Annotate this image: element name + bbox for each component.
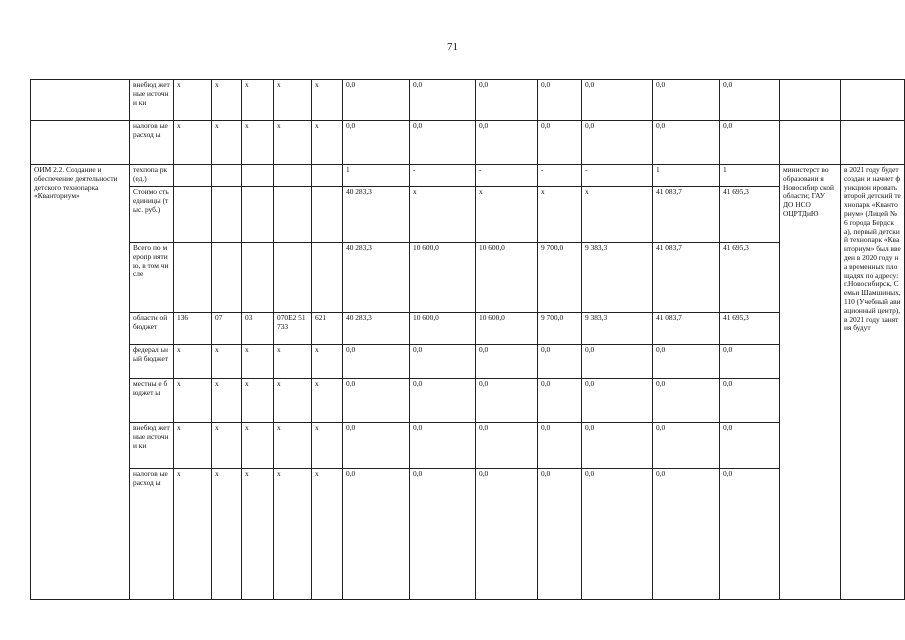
table-row <box>31 313 905 345</box>
value-cell: x <box>476 187 538 243</box>
value-cell: x <box>242 345 274 379</box>
value-cell: x <box>174 469 212 600</box>
value-cell: 40 283,3 <box>343 243 410 313</box>
value-cell <box>274 243 312 313</box>
executor-cell: министерст во образовани я Новосибир ской области; ГАУ ДО НСО ОЦРТДиЮ <box>780 165 841 600</box>
value-cell: 0,0 <box>582 469 653 600</box>
empty-executor-cell <box>780 121 841 165</box>
value-cell: 0,0 <box>582 379 653 423</box>
value-cell: 0,0 <box>582 80 653 121</box>
source-cell: федерал ьный бюджет <box>130 345 174 379</box>
value-cell: 0,0 <box>343 121 410 165</box>
value-cell: 0,0 <box>343 423 410 469</box>
value-cell: 0,0 <box>538 121 582 165</box>
value-cell: x <box>274 80 312 121</box>
value-cell: 0,0 <box>410 423 476 469</box>
value-cell <box>274 187 312 243</box>
value-cell <box>174 187 212 243</box>
value-cell: 41 083,7 <box>653 313 720 345</box>
value-cell <box>274 165 312 187</box>
value-cell: 136 <box>174 313 212 345</box>
empty-result-cell <box>841 80 905 121</box>
value-cell: 10 600,0 <box>476 313 538 345</box>
value-cell: 0,0 <box>720 423 780 469</box>
value-cell: 41 083,7 <box>653 187 720 243</box>
value-cell: 0,0 <box>582 345 653 379</box>
source-cell: внебюд жетные источни ки <box>130 423 174 469</box>
value-cell: 9 700,0 <box>538 313 582 345</box>
value-cell: 0,0 <box>538 345 582 379</box>
value-cell: 0,0 <box>476 469 538 600</box>
value-cell: x <box>312 379 343 423</box>
source-cell: местны е бюджет ы <box>130 379 174 423</box>
value-cell: x <box>274 121 312 165</box>
empty-cell <box>31 121 130 165</box>
value-cell: 0,0 <box>410 345 476 379</box>
source-cell: Стоимо сть единицы (тыс. руб.) <box>130 187 174 243</box>
value-cell: 0,0 <box>410 469 476 600</box>
page-number: 71 <box>447 41 458 53</box>
value-cell: 40 283,3 <box>343 313 410 345</box>
value-cell: 9 700,0 <box>538 243 582 313</box>
value-cell: 40 283,3 <box>343 187 410 243</box>
table-row <box>31 345 905 379</box>
value-cell: - <box>410 165 476 187</box>
value-cell: x <box>212 80 242 121</box>
value-cell: 0,0 <box>720 379 780 423</box>
source-cell: внебюд жетные источни ки <box>130 80 174 121</box>
value-cell: - <box>582 165 653 187</box>
empty-result-cell <box>841 121 905 165</box>
value-cell: 0,0 <box>343 379 410 423</box>
value-cell: x <box>174 121 212 165</box>
value-cell: 41 083,7 <box>653 243 720 313</box>
value-cell: x <box>274 469 312 600</box>
value-cell: x <box>174 423 212 469</box>
source-cell: налогов ые расход ы <box>130 469 174 600</box>
value-cell: x <box>242 80 274 121</box>
table-row <box>31 423 905 469</box>
value-cell: x <box>274 379 312 423</box>
value-cell: x <box>242 121 274 165</box>
value-cell: x <box>312 469 343 600</box>
value-cell: x <box>274 423 312 469</box>
value-cell: 0,0 <box>653 121 720 165</box>
value-cell: x <box>538 187 582 243</box>
value-cell: 9 383,3 <box>582 313 653 345</box>
value-cell: 0,0 <box>476 80 538 121</box>
value-cell: 0,0 <box>343 469 410 600</box>
value-cell: x <box>312 121 343 165</box>
value-cell: 41 695,3 <box>720 313 780 345</box>
source-cell: техпопа рк (ед.) <box>130 165 174 187</box>
value-cell <box>312 187 343 243</box>
value-cell: 0,0 <box>410 379 476 423</box>
value-cell: x <box>312 423 343 469</box>
source-cell: областн ой бюджет <box>130 313 174 345</box>
value-cell: 0,0 <box>653 345 720 379</box>
table-row <box>31 165 905 187</box>
value-cell <box>242 243 274 313</box>
value-cell: 10 600,0 <box>476 243 538 313</box>
value-cell: 0,0 <box>653 80 720 121</box>
table-row <box>31 243 905 313</box>
value-cell: 0,0 <box>653 469 720 600</box>
value-cell: x <box>274 345 312 379</box>
value-cell: 621 <box>312 313 343 345</box>
value-cell: 41 695,3 <box>720 243 780 313</box>
table-row <box>31 469 905 600</box>
value-cell: 0,0 <box>720 121 780 165</box>
value-cell: x <box>174 379 212 423</box>
value-cell: x <box>212 345 242 379</box>
value-cell: x <box>212 379 242 423</box>
value-cell <box>174 243 212 313</box>
value-cell: x <box>174 345 212 379</box>
value-cell: x <box>212 121 242 165</box>
value-cell: 03 <box>242 313 274 345</box>
value-cell: 1 <box>653 165 720 187</box>
table-row <box>31 80 905 121</box>
value-cell: 0,0 <box>653 423 720 469</box>
budget-table <box>30 79 905 600</box>
table-row <box>31 379 905 423</box>
value-cell: 41 695,3 <box>720 187 780 243</box>
value-cell <box>212 187 242 243</box>
value-cell <box>212 243 242 313</box>
oim-label-cell: ОИМ 2.2. Создание и обеспечение деятельности детского технопарка «Кванториум» <box>31 165 130 600</box>
value-cell: 0,0 <box>538 80 582 121</box>
value-cell: x <box>242 379 274 423</box>
value-cell: 0,0 <box>343 80 410 121</box>
value-cell: 9 383,3 <box>582 243 653 313</box>
value-cell: x <box>410 187 476 243</box>
value-cell: 0,0 <box>653 379 720 423</box>
source-cell: Всего по меропр иятию, в том числе <box>130 243 174 313</box>
value-cell: 070Е2 51733 <box>274 313 312 345</box>
table-row <box>31 121 905 165</box>
value-cell: x <box>174 80 212 121</box>
value-cell: 0,0 <box>582 121 653 165</box>
empty-executor-cell <box>780 80 841 121</box>
value-cell: 1 <box>720 165 780 187</box>
value-cell: 0,0 <box>538 423 582 469</box>
value-cell: 0,0 <box>476 379 538 423</box>
value-cell: x <box>242 423 274 469</box>
value-cell: 0,0 <box>476 121 538 165</box>
table-row <box>31 187 905 243</box>
value-cell <box>212 165 242 187</box>
value-cell: 0,0 <box>538 379 582 423</box>
value-cell: x <box>312 80 343 121</box>
result-cell: в 2021 году будет создан и начнет функцион ировать второй детский технопарк «Кванториум» (Лицей № 6 города Бердска), первый детский технопарк «Кванториум» был введен в 2020 году на временных площадях по адресу: г.Новосибирск, Семьи Шамшиных, 110 (Учебный авиационный центр), в 2021 году занятия будут <box>841 165 905 600</box>
value-cell: x <box>312 345 343 379</box>
value-cell <box>312 165 343 187</box>
value-cell: 0,0 <box>410 80 476 121</box>
value-cell <box>312 243 343 313</box>
value-cell: x <box>582 187 653 243</box>
value-cell: 0,0 <box>343 345 410 379</box>
value-cell: x <box>212 423 242 469</box>
source-cell: налогов ые расход ы <box>130 121 174 165</box>
value-cell: 0,0 <box>476 423 538 469</box>
value-cell: 0,0 <box>476 345 538 379</box>
value-cell: - <box>538 165 582 187</box>
value-cell: 1 <box>343 165 410 187</box>
value-cell <box>242 187 274 243</box>
value-cell <box>174 165 212 187</box>
value-cell <box>242 165 274 187</box>
value-cell: - <box>476 165 538 187</box>
value-cell: 0,0 <box>720 469 780 600</box>
value-cell: 0,0 <box>720 80 780 121</box>
value-cell: 0,0 <box>538 469 582 600</box>
value-cell: x <box>212 469 242 600</box>
value-cell: 10 600,0 <box>410 243 476 313</box>
value-cell: x <box>242 469 274 600</box>
value-cell: 0,0 <box>410 121 476 165</box>
value-cell: 0,0 <box>582 423 653 469</box>
value-cell: 0,0 <box>720 345 780 379</box>
value-cell: 07 <box>212 313 242 345</box>
value-cell: 10 600,0 <box>410 313 476 345</box>
empty-cell <box>31 80 130 121</box>
